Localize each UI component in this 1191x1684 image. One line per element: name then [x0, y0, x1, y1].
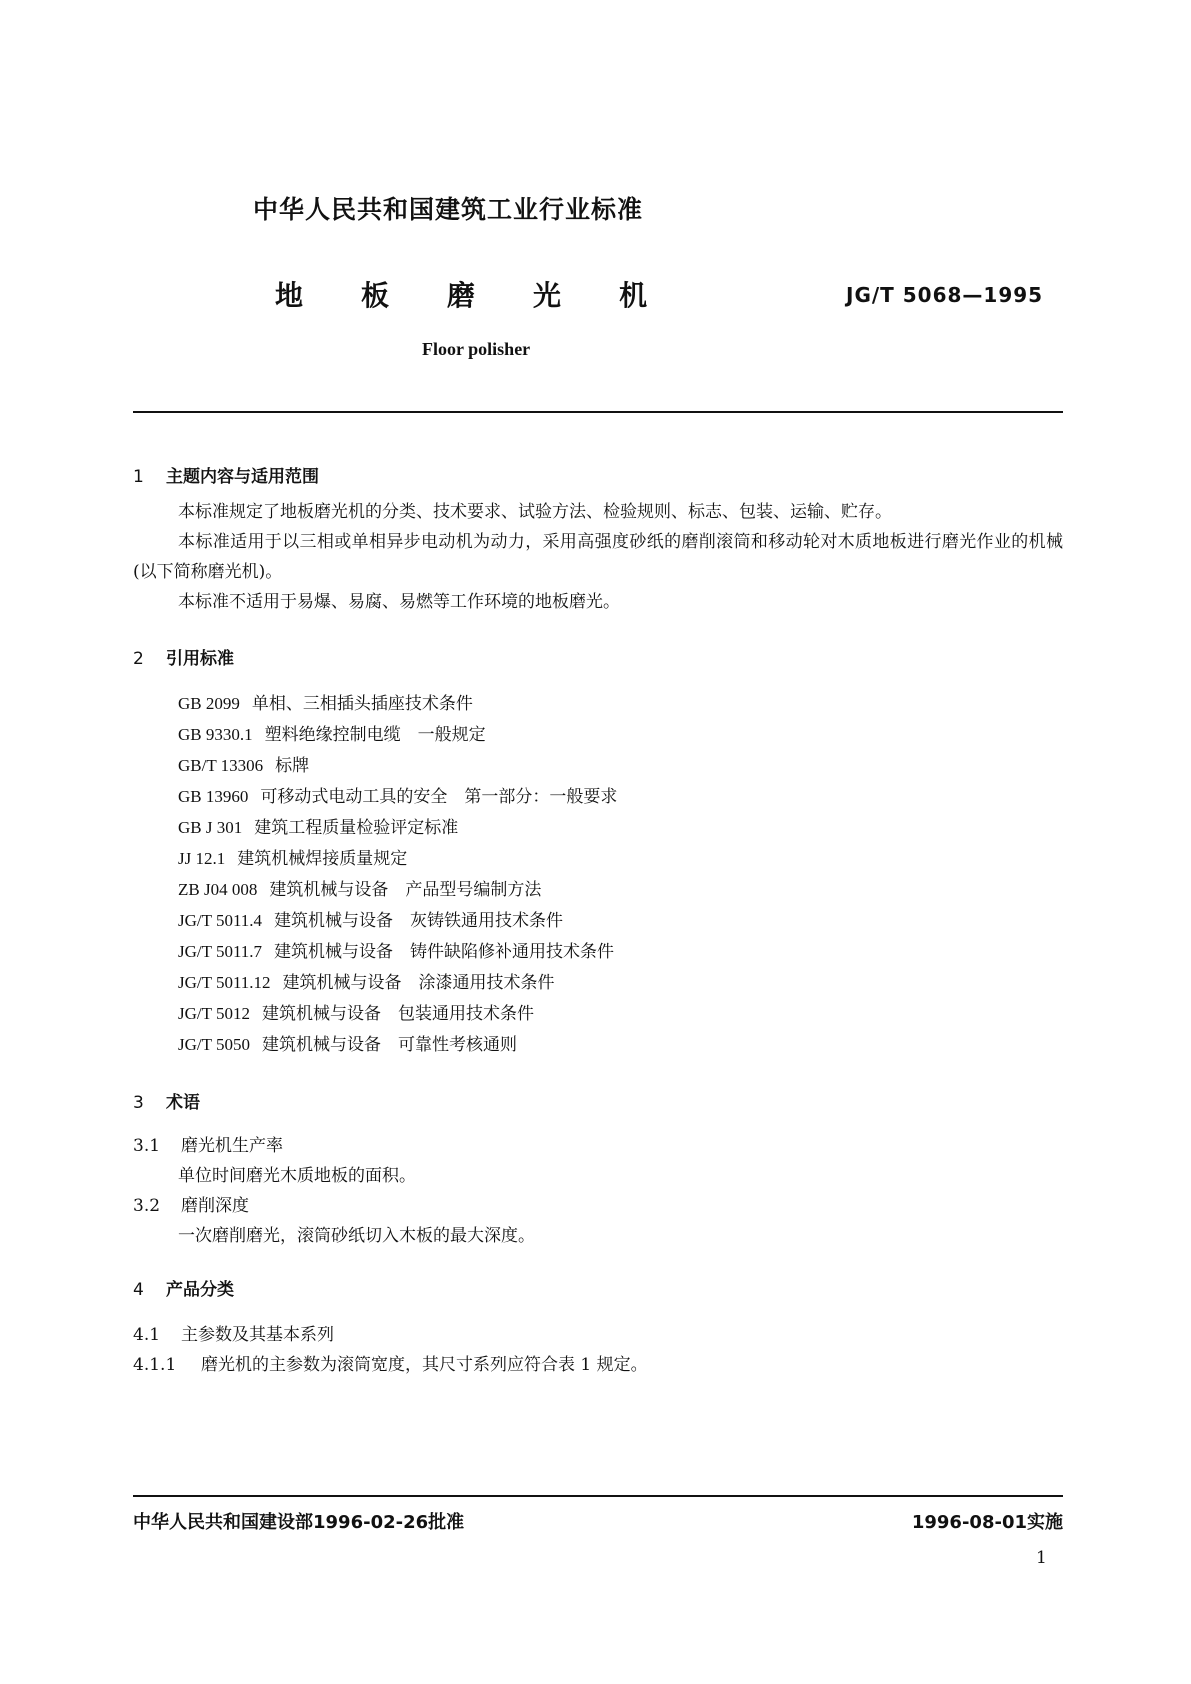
clause-number: 4.1 — [133, 1325, 161, 1345]
section-title: 产品分类 — [166, 1280, 234, 1300]
reference-title: 建筑机械与设备 包装通用技术条件 — [261, 1004, 534, 1024]
reference-item — [178, 906, 563, 936]
reference-code: GB 9330.1 — [178, 725, 253, 744]
term-heading — [133, 1131, 283, 1161]
reference-code: JG/T 5012 — [178, 1004, 250, 1023]
reference-code: GB J 301 — [178, 818, 243, 837]
term-number: 3.2 — [133, 1196, 161, 1216]
reference-item — [178, 844, 407, 874]
implementation-date: 1996-08-01实施 — [911, 1512, 1063, 1533]
reference-code: GB 2099 — [178, 694, 240, 713]
reference-code: GB 13960 — [178, 787, 249, 806]
section-title: 引用标准 — [166, 649, 234, 669]
title-char: 地 — [275, 279, 304, 312]
reference-title: 单相、三相插头插座技术条件 — [251, 694, 473, 714]
clause-item — [133, 1320, 334, 1350]
reference-item — [178, 875, 541, 905]
reference-item — [178, 720, 486, 750]
reference-code: JG/T 5011.4 — [178, 911, 263, 930]
section-title: 主题内容与适用范围 — [166, 467, 319, 487]
reference-item — [178, 689, 473, 719]
term-number: 3.1 — [133, 1136, 161, 1156]
reference-code: JG/T 5050 — [178, 1035, 250, 1054]
section-number: 2 — [133, 649, 144, 669]
header-title: 中华人民共和国建筑工业行业标准 — [253, 195, 644, 224]
section-1-heading — [133, 462, 319, 487]
term-definition: 单位时间磨光木质地板的面积。 — [178, 1166, 416, 1186]
clause-text: 主参数及其基本系列 — [181, 1325, 334, 1345]
reference-item — [178, 751, 309, 781]
section-number: 3 — [133, 1093, 144, 1113]
title-char: 机 — [619, 279, 648, 312]
english-title: Floor polisher — [422, 339, 531, 359]
term-definition: 一次磨削磨光，滚筒砂纸切入木板的最大深度。 — [178, 1226, 535, 1246]
term-name: 磨光机生产率 — [181, 1136, 283, 1156]
reference-title: 建筑机械焊接质量规定 — [237, 849, 408, 869]
section-number: 4 — [133, 1280, 144, 1300]
title-char: 板 — [361, 279, 390, 312]
term-name: 磨削深度 — [181, 1196, 249, 1216]
approval-line: 中华人民共和国建设部1996-02-26批准 — [133, 1512, 465, 1533]
reference-title: 建筑机械与设备 灰铸铁通用技术条件 — [274, 911, 564, 931]
section-number: 1 — [133, 467, 144, 487]
reference-item — [178, 999, 534, 1029]
document-title — [275, 274, 647, 314]
term-heading — [133, 1191, 249, 1221]
title-char: 光 — [533, 279, 562, 312]
reference-item — [178, 1030, 517, 1060]
section-4-heading — [133, 1275, 234, 1300]
reference-code: ZB J04 008 — [178, 880, 258, 899]
reference-item — [178, 937, 614, 967]
footer-divider — [133, 1495, 1063, 1497]
reference-title: 建筑机械与设备 涂漆通用技术条件 — [282, 973, 555, 993]
reference-title: 建筑工程质量检验评定标准 — [254, 818, 459, 838]
section-1-paragraph: 本标准规定了地板磨光机的分类、技术要求、试验方法、检验规则、标志、包装、运输、贮存。 — [178, 502, 892, 522]
title-char: 磨 — [447, 279, 476, 312]
reference-title: 建筑机械与设备 产品型号编制方法 — [269, 880, 542, 900]
clause-text: 磨光机的主参数为滚筒宽度，其尺寸系列应符合表 1 规定。 — [201, 1355, 648, 1375]
reference-code: JG/T 5011.7 — [178, 942, 263, 961]
reference-title: 标牌 — [275, 756, 310, 776]
reference-item — [178, 782, 617, 812]
reference-code: GB/T 13306 — [178, 756, 264, 775]
clause-item — [133, 1350, 648, 1380]
reference-item — [178, 968, 555, 998]
reference-title: 建筑机械与设备 可靠性考核通则 — [261, 1035, 517, 1055]
section-2-heading — [133, 644, 234, 669]
section-1-paragraph: 本标准适用于以三相或单相异步电动机为动力，采用高强度砂纸的磨削滚筒和移动轮对木质地板进行磨光作业的机械(以下简称磨光机)。 — [133, 532, 1063, 582]
reference-title: 塑料绝缘控制电缆 一般规定 — [264, 725, 486, 745]
standard-number: JG/T 5068—1995 — [846, 283, 1044, 307]
reference-code: JJ 12.1 — [178, 849, 226, 868]
section-1-paragraph: 本标准不适用于易爆、易腐、易燃等工作环境的地板磨光。 — [178, 592, 620, 612]
reference-code: JG/T 5011.12 — [178, 973, 271, 992]
header-divider — [133, 411, 1063, 413]
section-title: 术语 — [166, 1093, 200, 1113]
section-3-heading — [133, 1088, 200, 1113]
reference-item — [178, 813, 458, 843]
reference-title: 建筑机械与设备 铸件缺陷修补通用技术条件 — [274, 942, 615, 962]
page-number: 1 — [1036, 1548, 1047, 1568]
reference-title: 可移动式电动工具的安全 第一部分：一般要求 — [260, 787, 618, 807]
clause-number: 4.1.1 — [133, 1355, 177, 1375]
